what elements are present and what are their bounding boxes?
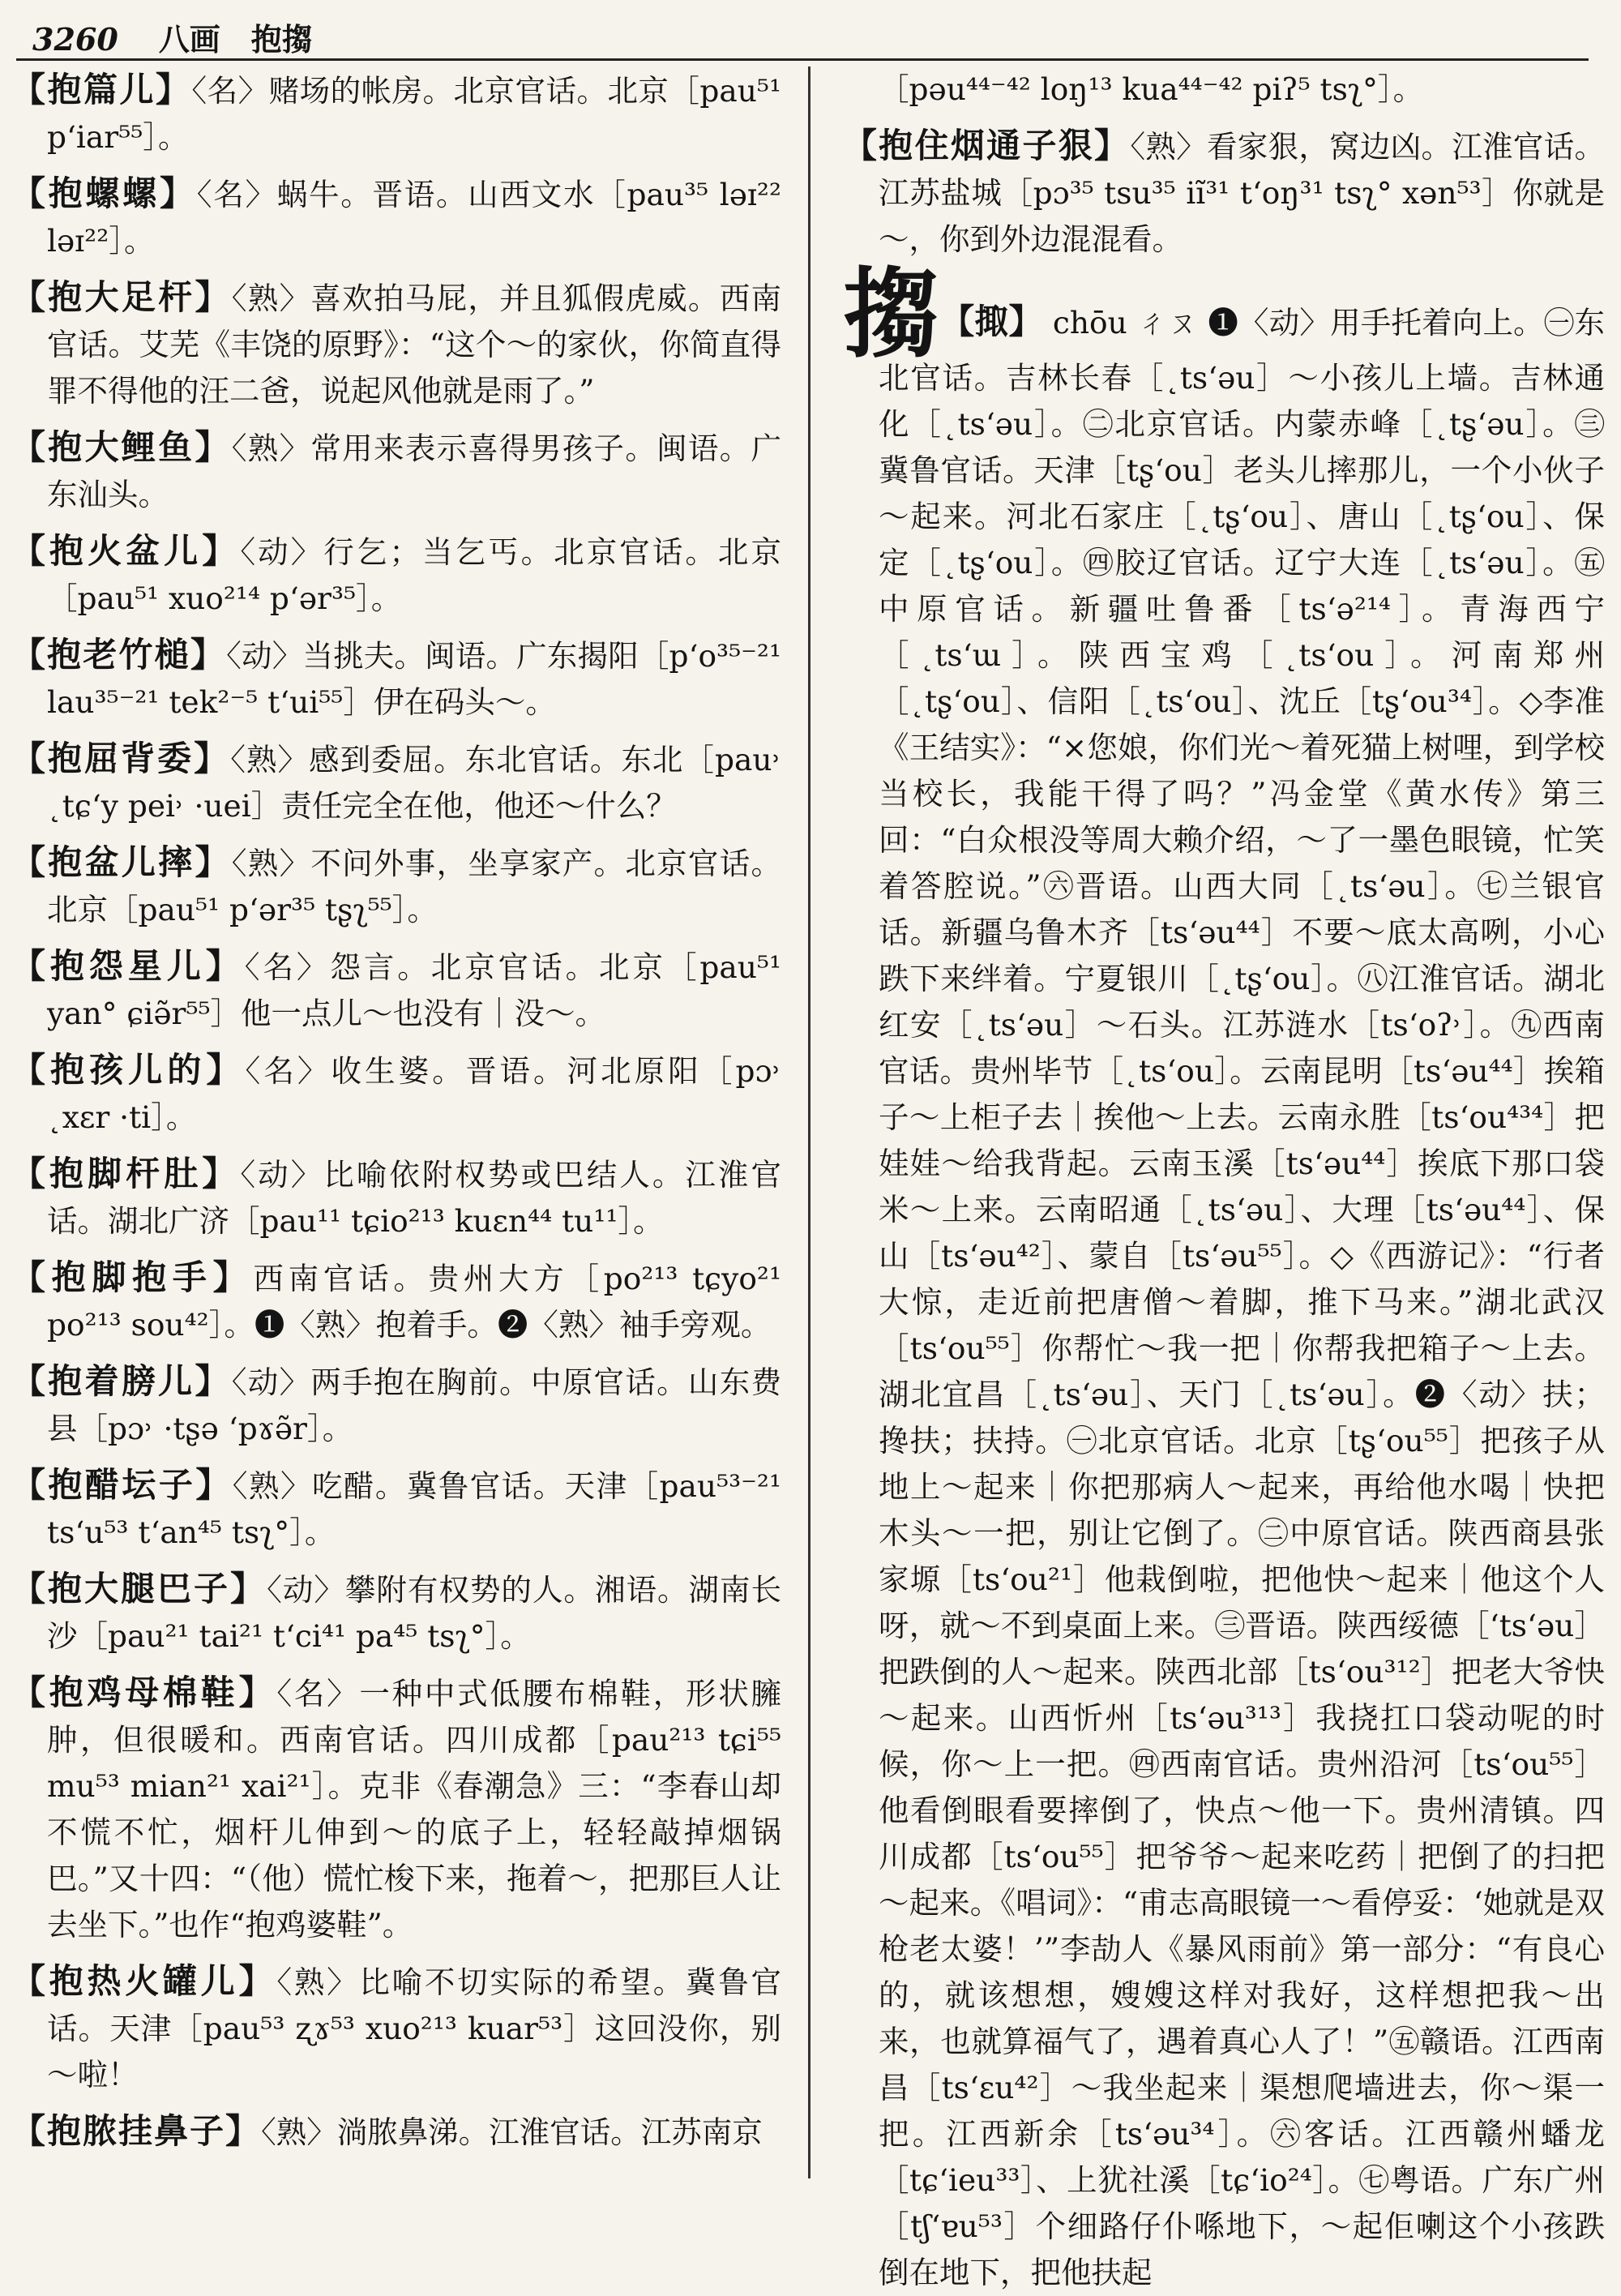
entry [11,274,781,414]
entry-definition: 〈名〉赌场的帐房。北京官话。北京［pau⁵¹ p‘iar⁵⁵］。 [47,73,781,155]
headword: 【抱孩儿的】 [11,1050,246,1090]
entry [11,1958,781,2098]
entry-definition: 〈动〉比喻依附权势或巴结人。江淮官话。湖北广济［pau¹¹ tɕio²¹³ kuɛn⁴⁴ tu¹¹］。 [47,1157,781,1239]
variant-form: 【掫】 [940,302,1043,341]
entry [11,1566,781,1660]
entry [11,528,781,622]
column-divider [808,66,810,2178]
entry-definition: 〈熟〉喜欢拍马屁，并且狐假虎威。西南官话。艾芜《丰饶的原野》：“这个～的家伙，你简直得罪不得他的汪二爸，说起风他就是雨了。” [47,281,781,409]
headword: 【抱住烟通子狠】 [843,126,1131,165]
page-header [32,15,313,58]
headword: 【抱篇儿】 [11,70,192,109]
headword: 【抱盆儿摔】 [11,842,232,882]
entry-definition: 〈熟〉感到委屈。东北官话。东北［pau˒ ˛tɕ‘y pei˒ ·uei］责任完全在他，他还～什么？ [47,742,781,824]
headword: 【抱怨星儿】 [11,946,245,986]
entry [11,66,781,161]
entry-definition: 〈动〉攀附有权势的人。湘语。湖南长沙［pau²¹ tai²¹ t‘ci⁴¹ pa⁴⁵ tsʅ°］。 [47,1572,781,1654]
right-column [843,66,1606,2290]
header-rule [16,58,1589,61]
entry-definition: 〈名〉收生婆。晋语。河北原阳［pɔ˒ ˛xɛr ·ti］。 [47,1053,781,1135]
character-entry [843,257,1606,2296]
entry [11,839,781,933]
entry-definition: 〈动〉两手抱在胸前。中原官话。山东费县［pɔ˒ ·tʂə ‘pɤə̃r］。 [47,1364,781,1446]
entry [11,424,781,518]
headword: 【抱老竹槌】 [11,635,227,675]
character-definition: ❶〈动〉用手托着向上。㊀东北官话。吉林长春［˛ts‘əu］～小孩儿上墙。吉林通化［˛ts‘əu］。㊁北京官话。内蒙赤峰［˛tʂ‘əu］。㊂冀鲁官话。天津［tʂ‘ou］老头儿摔那儿，一个小伙子～起来。河北石家庄［˛tʂ‘ou］、唐山［˛tʂ‘ou］、保定［˛tʂ‘ou］。㊃胶辽官话。辽宁大连［˛ts‘əu］。㊄中原官话。新疆吐鲁番［ts‘ə²¹⁴］。青海西宁［˛ts‘ɯ］。陕西宝鸡［˛ts‘ou］。河南郑州［˛tʂ‘ou］、信阳［˛ts‘ou］、沈丘［tʂ‘ou³⁴］。◇李准《王结实》：“×您娘，你们光～着死猫上树哩，到学校当校长，我能干得了吗？”冯金堂《黄水传》第三回：“白众根没等周大赖介绍，～了一墨色眼镜，忙笑着答腔说。”㊅晋语。山西大同［˛ts‘əu］。㊆兰银官话。新疆乌鲁木齐［ts‘əu⁴⁴］不要～底太高咧，小心跌下来绊着。宁夏银川［˛tʂ‘ou］。㊇江淮官话。湖北红安［˛ts‘əu］～石头。江苏涟水［ts‘oʔ˒］。㊈西南官话。贵州毕节［˛ts‘ou］。云南昆明［ts‘əu⁴⁴］挨箱子～上柜子去｜挨他～上去。云南永胜［ts‘ou⁴³⁴］把娃娃～给我背起。云南玉溪［ts‘əu⁴⁴］挨底下那口袋米～上来。云南昭通［˛ts‘əu］、大理［ts‘əu⁴⁴］、保山［ts‘əu⁴²］、蒙自［ts‘əu⁵⁵］。◇《西游记》：“行者大惊，走近前把唐僧～着脚，推下马来。”湖北武汉［ts‘ou⁵⁵］你帮忙～我一把｜你帮我把箱子～上去。湖北宜昌［˛ts‘əu］、天门［˛ts‘əu］。❷〈动〉扶；搀扶；扶持。㊀北京官话。北京［tʂ‘ou⁵⁵］把孩子从地上～起来｜你把那病人～起来，再给他水喝｜快把木头～一把，别让它倒了。㊁中原官话。陕西商县张家塬［ts‘ou²¹］他栽倒啦，把他快～起来｜他这个人呀，就～不到桌面上来。㊂晋语。陕西绥德［‘ts‘əu］把跌倒的人～起来。陕西北部［ts‘ou³¹²］把老大爷快～起来。山西忻州［ts‘əu³¹³］我挠扛口袋动呢的时候，你～上一把。㊃西南官话。贵州沿河［ts‘ou⁵⁵］他看倒眼看要摔倒了，快点～他一下。贵州清镇。四川成都［ts‘ou⁵⁵］把爷爷～起来吃药｜把倒了的扫把～起来。《唱词》：“甫志高眼镜一～看停妥：‘她就是双枪老太婆！’”李劼人《暴风雨前》第一部分：“有良心的，就该想想，嫂嫂这样对我好，这样想把我～出来，也就算福气了，遇着真心人了！”㊄赣语。江西南昌［ts‘ɛu⁴²］～我坐起来｜渠想爬墙进去，你～渠一把。江西新余［ts‘əu³⁴］。㊅客话。江西赣州蟠龙［tɕ‘ieu³³］、上犹社溪［tɕ‘io²⁴］。㊆粤语。广东广州［tʃ‘ɐu⁵³］个细路仔仆喺地下，～起佢喇这个小孩跌倒在地下，把他扶起 [879,305,1606,2290]
entry [11,943,781,1037]
entry [11,1358,781,1452]
entry-definition: 〈动〉当挑夫。闽语。广东揭阳［p‘o³⁵⁻²¹ lau³⁵⁻²¹ tek²⁻⁵ t‘ui⁵⁵］伊在码头～。 [47,638,781,720]
headword: 【抱脚抱手】 [11,1257,254,1297]
entry [11,1254,781,1348]
entry [843,122,1605,263]
entry [11,1150,781,1244]
headword: 【抱脓挂鼻子】 [11,2111,262,2151]
headword: 【抱大腿巴子】 [11,1569,267,1608]
left-column [11,66,781,2182]
section-heading: 八画 抱搊 [158,21,313,58]
entry [11,2108,781,2156]
character-headword: 搊 [843,257,941,371]
headword: 【抱热火罐儿】 [11,1961,277,2001]
entry [11,1462,781,1556]
entry [11,1669,781,1948]
page-number: 3260 [32,21,118,58]
entry-definition: 西南官话。贵州大方［po²¹³ tɕyo²¹ po²¹³ sou⁴²］。❶〈熟〉抱着手。❷〈熟〉袖手旁观。 [47,1261,781,1343]
headword: 【抱大足杆】 [11,277,232,317]
entry-definition: 〈熟〉吃醋。冀鲁官话。天津［pau⁵³⁻²¹ ts‘u⁵³ t‘an⁴⁵ tsʅ°］。 [47,1468,781,1550]
entry-definition: 〈动〉行乞；当乞丐。北京官话。北京［pau⁵¹ xuo²¹⁴ p‘ər³⁵］。 [47,534,781,616]
entry-definition: 〈熟〉淌脓鼻涕。江淮官话。江苏南京 [261,2114,763,2150]
entry-definition: 〈熟〉常用来表示喜得男孩子。闽语。广东汕头。 [47,430,781,512]
pinyin: chōu [1052,305,1127,341]
zhuyin: ㄔㄡ [1136,305,1199,341]
headword: 【抱着膀儿】 [11,1361,232,1401]
headword: 【抱屈背委】 [11,739,231,778]
headword: 【抱醋坛子】 [11,1465,233,1505]
entry [11,170,781,264]
entry [11,632,781,726]
headword: 【抱大鲤鱼】 [11,427,232,467]
entry-continuation: ［pəu⁴⁴⁻⁴² loŋ¹³ kua⁴⁴⁻⁴² piʔ⁵ tsʅ°］。 [879,71,1424,107]
entry-definition: 〈名〉怨言。北京官话。北京［pau⁵¹ yan° ɕiə̃r⁵⁵］他一点儿～也没有｜没～。 [47,949,781,1031]
entry [11,1047,781,1141]
entry-definition: 〈熟〉不问外事，坐享家产。北京官话。北京［pau⁵¹ p‘ər³⁵ tʂʅ⁵⁵］。 [47,846,781,927]
entry [11,735,781,829]
entry-definition: 〈熟〉比喻不切实际的希望。冀鲁官话。天津［pau⁵³ ʐɤ⁵³ xuo²¹³ kuar⁵³］这回没你，别～啦！ [47,1964,781,2093]
entry-definition: 〈熟〉看家狠，窝边凶。江淮官话。江苏盐城［pɔ³⁵ tsu³⁵ iĩ³¹ t‘oŋ³¹ tsʅ° xən⁵³］你就是～，你到外边混混看。 [879,129,1605,257]
headword: 【抱脚杆肚】 [11,1154,241,1193]
headword: 【抱鸡母棉鞋】 [11,1673,277,1712]
entry-definition: 〈名〉蜗牛。晋语。山西文水［pau³⁵ ləɪ²² ləɪ²²］。 [47,177,781,259]
entry-definition: 〈名〉一种中式低腰布棉鞋，形状臃肿，但很暖和。西南官话。四川成都［pau²¹³ tɕi⁵⁵ mu⁵³ mian²¹ xai²¹］。克非《春潮急》三：“李春山却不慌不忙，烟杆儿伸到～的底子上，轻轻敲掉烟锅巴。”又十四：“（他）慌忙梭下来，拖着～，把那巨人让去坐下。”也作“抱鸡婆鞋”。 [47,1676,781,1943]
headword: 【抱螺螺】 [11,173,197,213]
headword: 【抱火盆儿】 [11,531,241,571]
